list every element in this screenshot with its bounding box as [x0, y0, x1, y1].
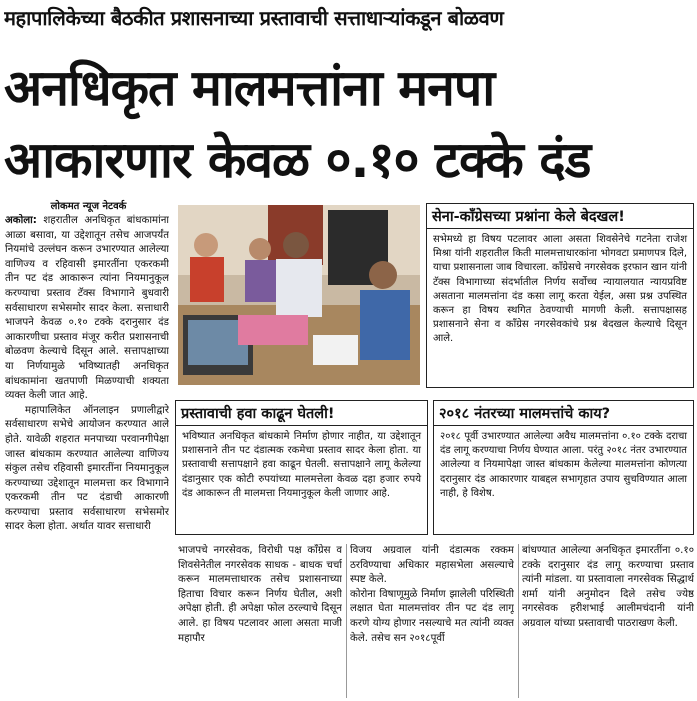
box-sena-title: सेना-काँग्रेसच्या प्रश्नांना केले बेदखल! — [427, 204, 693, 229]
bottom-column-1: भाजपचे नगरसेवक, विरोधी पक्ष काँग्रेस व शिवसेनेतील नगरसेवक साधक - बाधक चर्चा करून मालमत्ताधारक तसेच प्रशासनाच्या हिताचा विचार करून निर्णय घेतील, अशी अपेक्षा होती. ही अपेक्षा फोल ठरल्याचे दिसून आले. हा विषय पटलावर आला असता माजी महापौर — [178, 545, 342, 644]
meeting-photo-illustration — [178, 205, 420, 385]
main-headline-line-2: आकारणार केवळ ०.१० टक्के दंड — [4, 131, 591, 189]
box-post-2018 — [433, 400, 694, 535]
byline: लोकमत न्यूज नेटवर्क — [50, 201, 127, 212]
dateline: अकोला: — [5, 215, 37, 226]
bottom-column-2: विजय अग्रवाल यांनी दंडात्मक रक्कम ठरविण्याचा अधिकार महासभेला असल्याचे स्पष्ट केले. कोरोना विषाणूमुळे निर्माण झालेली परिस्थिती लक्षात घेता मालमत्तांवर तीन पट दंड लागू करणे योग्य होणार नसल्याचे मत त्यांनी व्यक्त केले. तसेच सन २०१८पूर्वी — [350, 545, 514, 644]
left-article-column — [5, 214, 169, 698]
box-2018-body: २०१८ पूर्वी उभारण्यात आलेल्या अवैध मालमत्तांना ०.१० टक्के दराचा दंड लागू करण्याचा निर्णय घेण्यात आला. परंतु २०१८ नंतर उभारण्यात आलेल्या व नियमापेक्षा जास्त बांधकाम केलेल्या मालमत्तांना कोणत्या दरानुसार दंड आकारणार याबद्दल सभागृहात उपाय सुचविण्यात आला नाही, हे विशेष. — [440, 431, 687, 499]
left-paragraph-1-text: शहरातील अनधिकृत बांधकामांना आळा बसावा, या उद्देशातून तसेच आजपर्यंत नियमांचे उल्लंघन करून उभारण्यात आलेल्या वाणिज्य व रहिवासी इमारतींना एकरकमी तीन पट दंड आकारून त्यांना नियमानुकूल करण्याचा प्रस्ताव टॅक्स विभागाने बुधवारी सर्वसाधारण सभेसमोर सादर केला. सत्ताधारी भाजपने केवळ ०.१० टक्के दरानुसार दंड आकारणीचा प्रस्ताव मंजूर करीत प्रशासनाची बोळवण केल्याचे दिसून आले. सत्तापक्षाच्या या निर्णयामुळे भविष्यातही अनधिकृत बांधकामांना खतपाणी मिळण्याची शक्यता व्यक्त केली जात आहे. — [5, 215, 169, 402]
box-2018-title: २०१८ नंतरच्या मालमत्तांचे काय? — [434, 401, 693, 426]
box-sena-body: सभेमध्ये हा विषय पटलावर आला असता शिवसेनेचे गटनेता राजेश मिश्रा यांनी शहरातील किती मालमत्ताधारकांना भोगवटा प्रमाणपत्र दिले, याचा प्रशासनाला जाब विचारला. काँग्रेसचे नगरसेवक इरफान खान यांनी टॅक्स विभागाच्या संदर्भातील निर्णय सर्वोच्च न्यायालयात न्यायप्रविष्ट असताना मालमत्तांना दंड कसा लागू करता येईल, असा प्रश्न उपस्थित करून हा विषय स्थगित ठेवण्याची मागणी केली. सत्तापक्षासह प्रशासनाने सेना व काँग्रेस नगरसेवकांचे प्रश्न बेदखल केल्याचे दिसून आले. — [433, 234, 687, 345]
box-sena-congress — [426, 203, 694, 388]
box-proposal-deflated — [175, 400, 428, 535]
column-divider — [346, 544, 347, 698]
meeting-photo — [178, 205, 420, 385]
bottom-column-3: बांधण्यात आलेल्या अनधिकृत इमारतींना ०.१० टक्के दरानुसार दंड लागू करण्याचा प्रस्ताव त्यांनी मांडला. या प्रस्तावाला नगरसेवक सिद्धार्थ शर्मा यांनी अनुमोदन दिले तसेच ज्येष्ठ नगरसेवक हरीशभाई आलीमचंदानी यांनी अग्रवाल यांच्या प्रस्तावाची पाठराखण केली. — [522, 545, 694, 629]
kicker-headline: महापालिकेच्या बैठकीत प्रशासनाच्या प्रस्तावाची सत्ताधाऱ्यांकडून बोळवण — [4, 6, 504, 30]
box-hawa-body: भविष्यात अनधिकृत बांधकामे निर्माण होणार नाहीत, या उद्देशातून प्रशासनाने तीन पट दंडात्मक रकमेचा प्रस्ताव सादर केला होता. या प्रस्तावाची सत्तापक्षाने हवा काढून घेतली. सत्तापक्षाने लागू केलेल्या दंडानुसार एक कोटी रुपयांच्या मालमत्तेला केवळ दहा हजार रुपये दंड आकारून ती मालमत्ता नियमानुकूल केली जाणार आहे. — [182, 431, 421, 499]
left-paragraph-1 — [5, 214, 169, 404]
main-headline-line-1: अनधिकृत मालमत्तांना मनपा — [4, 59, 495, 117]
box-hawa-title: प्रस्तावाची हवा काढून घेतली! — [176, 401, 427, 426]
left-paragraph-2: महापालिकेत ऑनलाइन प्रणालीद्वारे सर्वसाधारण सभेचे आयोजन करण्यात आले होते. यावेळी शहरात मनपाच्या परवानगीपेक्षा जास्त बांधकाम करण्यात आलेल्या वाणिज्य संकुल तसेच रहिवासी इमारतींना नियमानुकूल करण्याच्या उद्देशातून मालमत्ता कर विभागाने एकरकमी तीन पट दंडाची आकारणी करण्याचा प्रस्ताव सर्वसाधारण सभेसमोर सादर केला होता. अर्थात यावर सत्ताधारी — [5, 404, 169, 533]
column-divider — [518, 544, 519, 698]
